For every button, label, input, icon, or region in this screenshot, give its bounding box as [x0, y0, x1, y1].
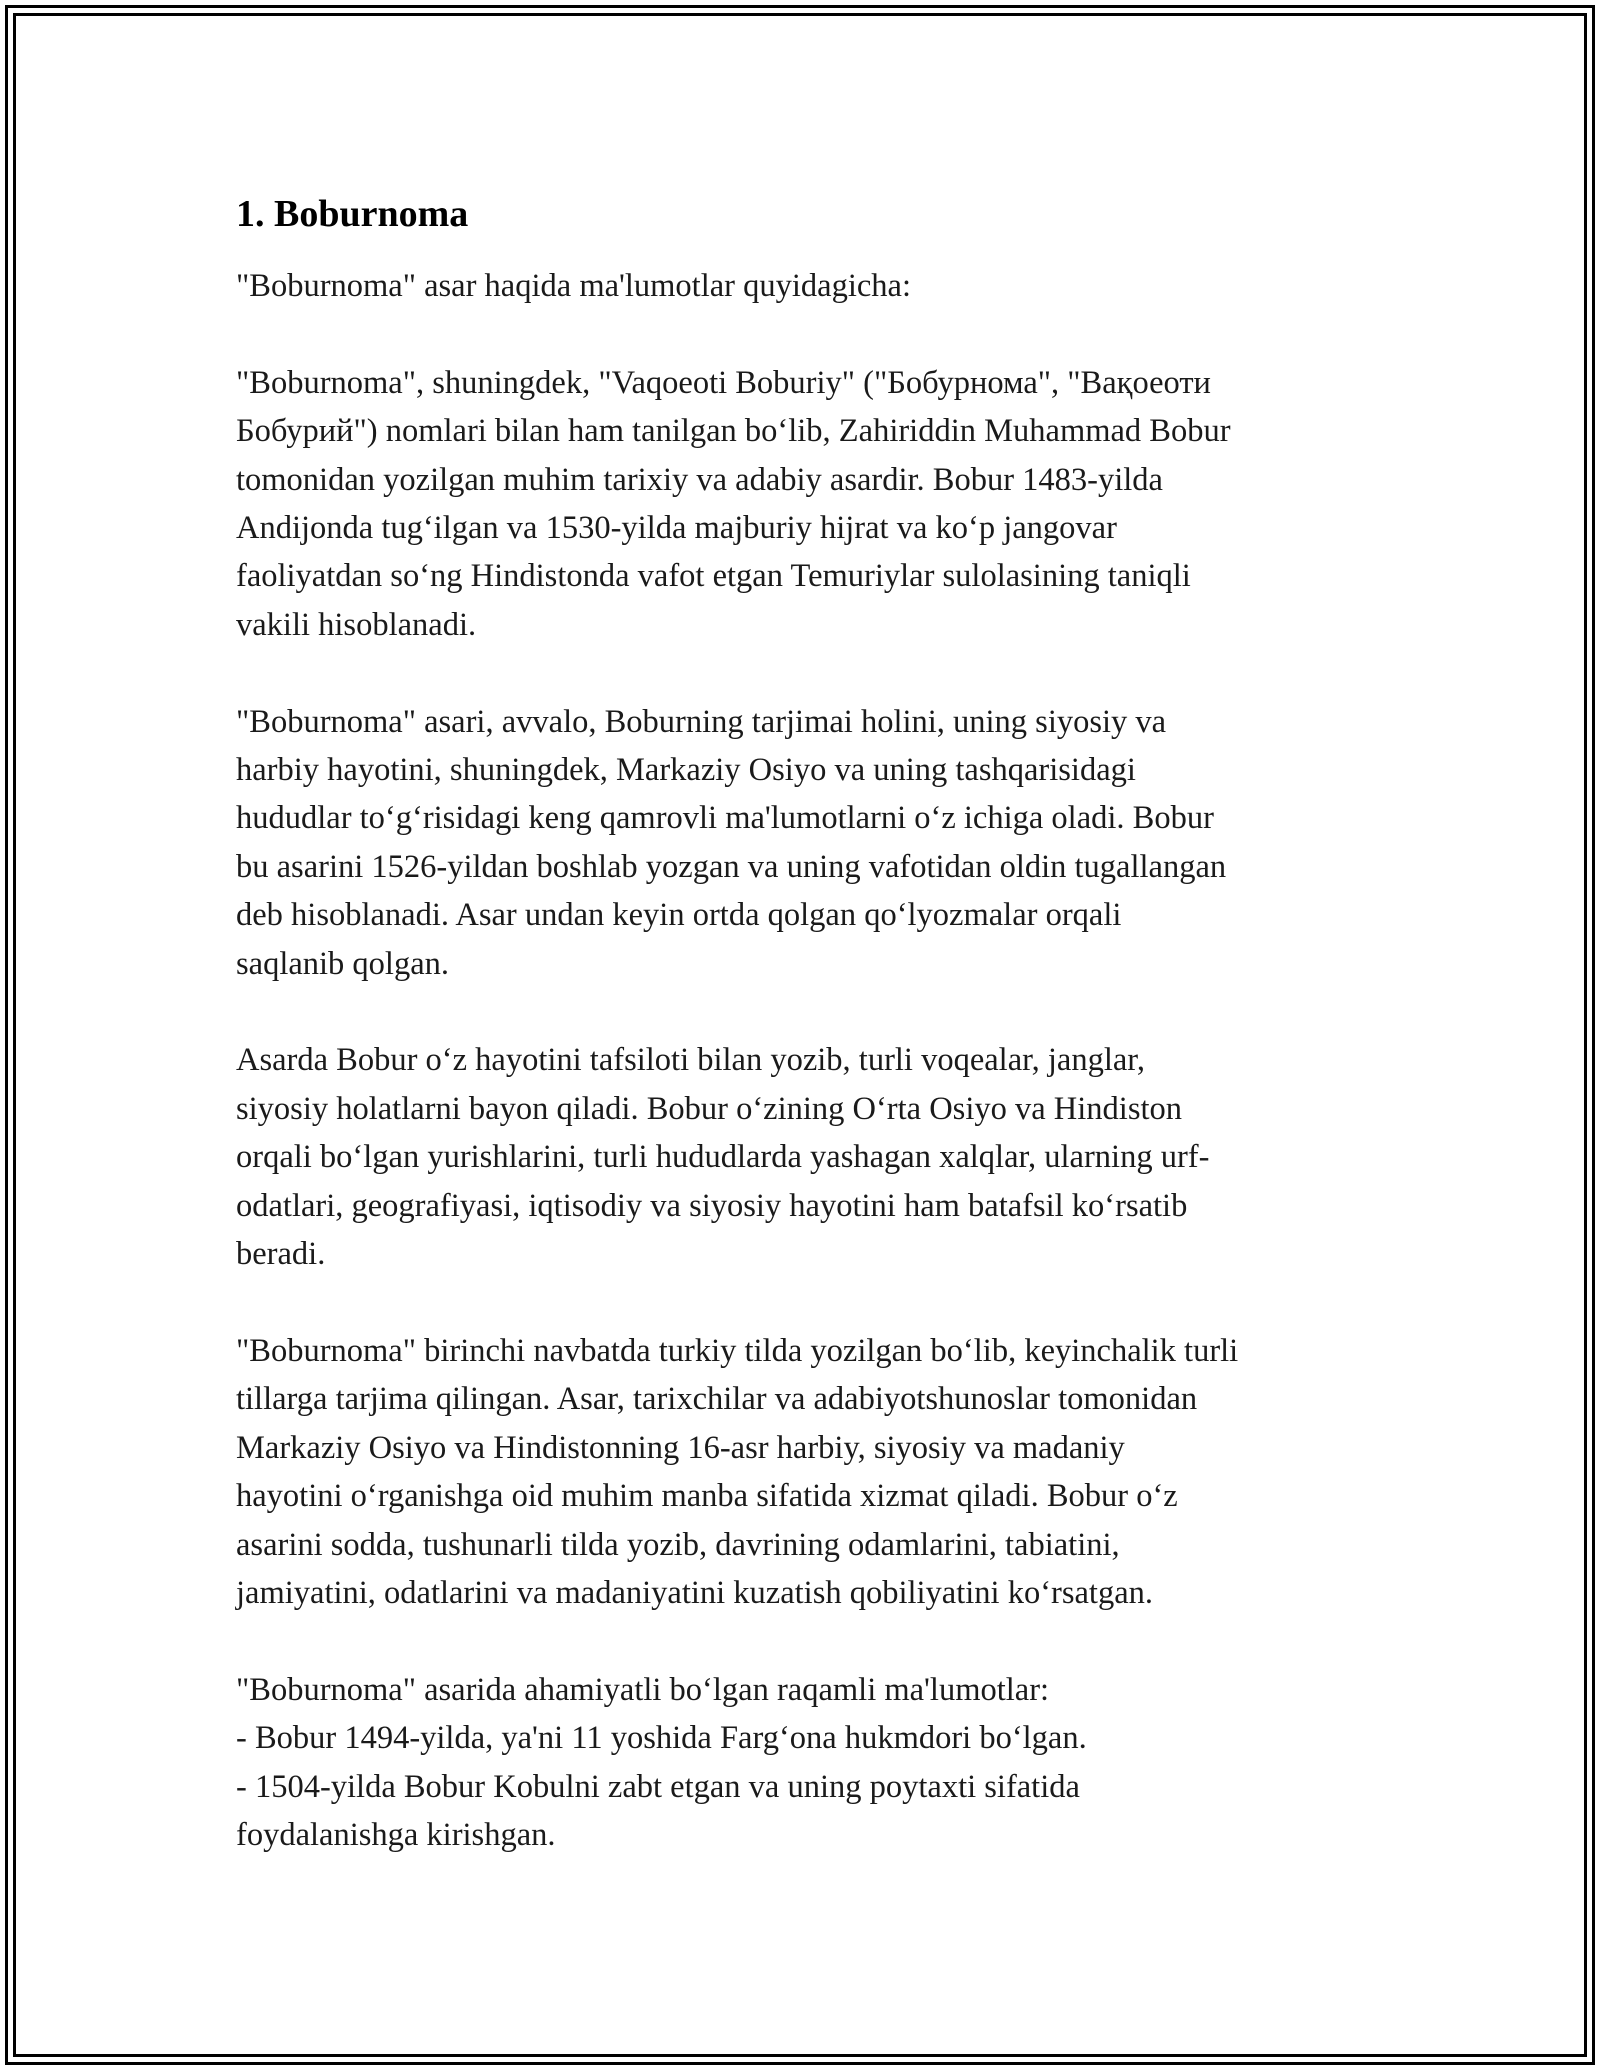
text-line: faoliyatdan soʻng Hindistonda vafot etgan Temuriylar sulolasining taniqli: [236, 558, 1191, 595]
text-line: Бобурий") nomlari bilan ham tanilgan boʻlib, Zahiriddin Muhammad Bobur: [236, 413, 1231, 450]
text-line: deb hisoblanadi. Asar undan keyin ortda qolgan qoʻlyozmalar orqali: [236, 897, 1122, 934]
paragraph-numeric-facts: [236, 1666, 1376, 1860]
text-line: saqlanib qolgan.: [236, 945, 450, 982]
text-line: odatlari, geografiyasi, iqtisodiy va siyosiy hayotini ham batafsil koʻrsatib: [236, 1187, 1188, 1224]
text-line: siyosiy holatlarni bayon qiladi. Bobur oʻzining Oʻrta Osiyo va Hindiston: [236, 1090, 1182, 1127]
text-line: vakili hisoblanadi.: [236, 606, 477, 643]
text-line: foydalanishga kirishgan.: [236, 1816, 556, 1853]
text-line: "Boburnoma" asar haqida ma'lumotlar quyidagicha:: [236, 268, 911, 304]
text-line: Andijonda tugʻilgan va 1530-yilda majburiy hijrat va koʻp jangovar: [236, 510, 1117, 547]
text-line: tomonidan yozilgan muhim tarixiy va adabiy asardir. Bobur 1483-yilda: [236, 461, 1163, 498]
text-line: beradi.: [236, 1236, 326, 1273]
list-item: - Bobur 1494-yilda, ya'ni 11 yoshida Fargʻona hukmdori boʻlgan.: [236, 1720, 1087, 1757]
paragraph-intro: [236, 262, 1376, 310]
text-line: "Boburnoma" birinchi navbatda turkiy tilda yozilgan boʻlib, keyinchalik turli: [236, 1332, 1239, 1369]
text-line: bu asarini 1526-yildan boshlab yozgan va uning vafotidan oldin tugallangan: [236, 848, 1227, 885]
text-line: Markaziy Osiyo va Hindistonning 16-asr harbiy, siyosiy va madaniy: [236, 1429, 1125, 1466]
text-line: orqali boʻlgan yurishlarini, turli hududlarda yashagan xalqlar, ularning urf-: [236, 1139, 1210, 1176]
text-line: jamiyatini, odatlarini va madaniyatini kuzatish qobiliyatini koʻrsatgan.: [236, 1574, 1153, 1611]
list-item: - 1504-yilda Bobur Kobulni zabt etgan va uning poytaxti sifatida: [236, 1768, 1080, 1805]
text-line: harbiy hayotini, shuningdek, Markaziy Osiyo va uning tashqarisidagi: [236, 752, 1136, 789]
paragraph-narrative: [236, 1036, 1376, 1278]
section-heading: 1. Boburnoma: [236, 193, 469, 235]
text-line: asarini sodda, tushunarli tilda yozib, davrining odamlarini, tabiatini,: [236, 1526, 1120, 1563]
text-line: "Boburnoma" asari, avvalo, Boburning tarjimai holini, uning siyosiy va: [236, 703, 1167, 740]
text-line: Asarda Bobur oʻz hayotini tafsiloti bilan yozib, turli voqealar, janglar,: [236, 1042, 1145, 1079]
paragraph-language-significance: [236, 1327, 1376, 1617]
document-body: [236, 190, 1376, 1859]
paragraph-content: [236, 698, 1376, 988]
text-line: hududlar toʻgʻrisidagi keng qamrovli ma'lumotlarni oʻz ichiga oladi. Bobur: [236, 800, 1214, 837]
paragraph-about-author: [236, 359, 1376, 649]
text-line: tillarga tarjima qilingan. Asar, tarixchilar va adabiyotshunoslar tomonidan: [236, 1381, 1198, 1418]
text-line: hayotini oʻrganishga oid muhim manba sifatida xizmat qiladi. Bobur oʻz: [236, 1478, 1178, 1515]
text-line: "Boburnoma", shuningdek, "Vaqoeoti Boburiy" ("Бобурнома", "Вақоеоти: [236, 364, 1211, 401]
text-line: "Boburnoma" asarida ahamiyatli boʻlgan raqamli ma'lumotlar:: [236, 1671, 1050, 1708]
